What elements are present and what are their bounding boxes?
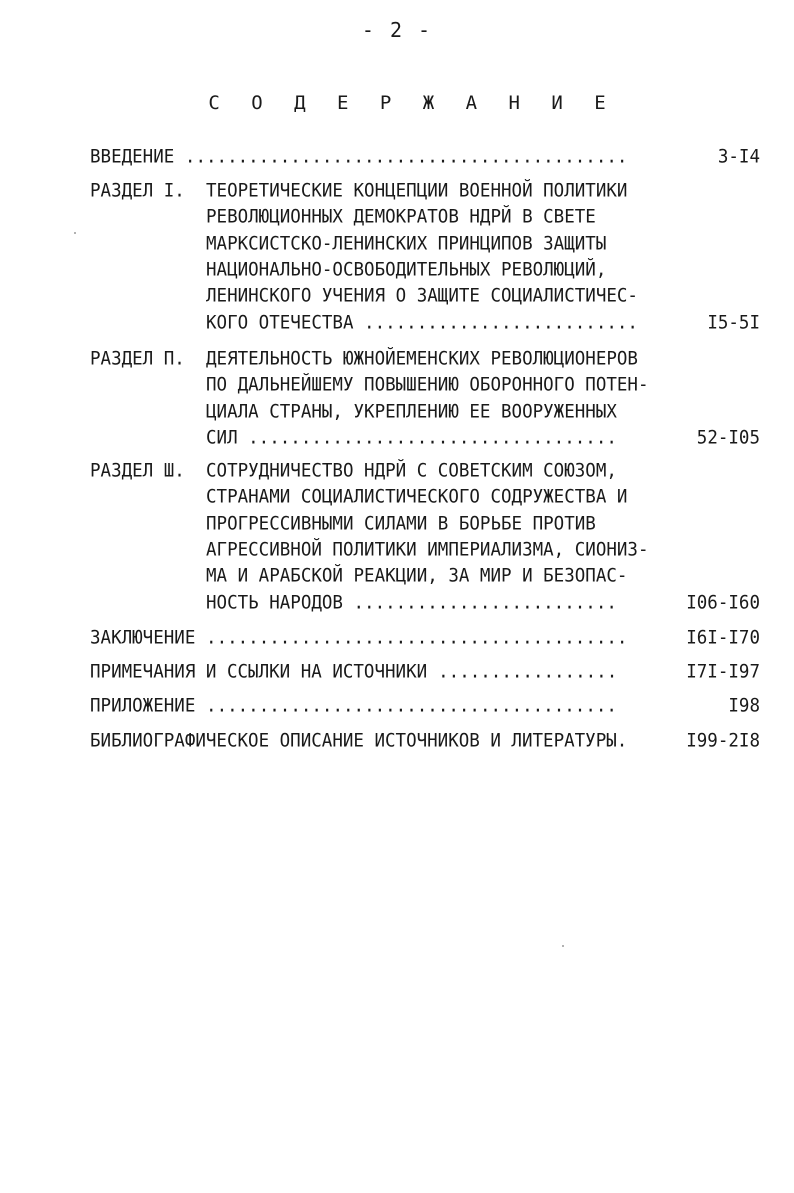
toc-entry-pages: 52-I05: [696, 427, 760, 449]
toc-entry-line: ЛЕНИНСКОГО УЧЕНИЯ О ЗАЩИТЕ СОЦИАЛИСТИЧЕС-: [206, 285, 638, 307]
toc-entry-label: ПРИЛОЖЕНИЕ: [90, 695, 196, 717]
toc-entry-line: ЦИАЛА СТРАНЫ, УКРЕПЛЕНИЮ ЕЕ ВООРУЖЕННЫХ: [206, 400, 617, 423]
toc-entry-pages: I98: [728, 695, 760, 717]
toc-entry-line: РЕВОЛЮЦИОННЫХ ДЕМОКРАТОВ НДРЙ В СВЕТЕ: [206, 206, 596, 229]
contents-heading: С О Д Е Р Ж А Н И Е: [208, 92, 616, 114]
toc-entry-line: ДЕЯТЕЛЬНОСТЬ ЮЖНОЙЕМЕНСКИХ РЕВОЛЮЦИОНЕРОВ: [206, 348, 638, 370]
toc-entry-leader: .......................................: [195, 695, 617, 717]
toc-entry-line: НАЦИОНАЛЬНО-ОСВОБОДИТЕЛЬНЫХ РЕВОЛЮЦИЙ,: [206, 259, 607, 281]
toc-entry-leader: ..........................................: [174, 146, 628, 168]
toc-entry-pages: I06-I60: [686, 591, 760, 614]
toc-entry-line: АГРЕССИВНОЙ ПОЛИТИКИ ИМПЕРИАЛИЗМА, СИОНИЗ-: [206, 539, 649, 561]
toc-entry-leader: .................: [427, 661, 618, 683]
toc-entry-pages: I7I-I97: [686, 661, 760, 683]
toc-entry-line: СИЛ ...................................: [206, 427, 617, 449]
toc-entry-pages: I99-2I8: [686, 730, 760, 752]
toc-entry-pages: 3-I4: [717, 146, 760, 168]
toc-entry-line: СТРАНАМИ СОЦИАЛИСТИЧЕСКОГО СОДРУЖЕСТВА И: [206, 486, 628, 509]
toc-entry-label: БИБЛИОГРАФИЧЕСКОЕ ОПИСАНИЕ ИСТОЧНИКОВ И ЛИТЕРАТУРЫ.: [90, 730, 628, 752]
scan-speck: [74, 232, 76, 234]
toc-entry-leader: ........................................: [195, 627, 628, 649]
toc-entry-label: ЗАКЛЮЧЕНИЕ: [90, 627, 196, 649]
toc-entry-label: ПРИМЕЧАНИЯ И ССЫЛКИ НА ИСТОЧНИКИ: [90, 661, 428, 683]
toc-entry-line: МА И АРАБСКОЙ РЕАКЦИИ, ЗА МИР И БЕЗОПАС-: [206, 565, 628, 587]
toc-entry-line: НОСТЬ НАРОДОВ .........................: [206, 591, 617, 614]
toc-entry-line: СОТРУДНИЧЕСТВО НДРЙ С СОВЕТСКИМ СОЮЗОМ,: [206, 460, 617, 482]
toc-entry-line: КОГО ОТЕЧЕСТВА ..........................: [206, 311, 638, 334]
toc-entry-line: ПО ДАЛЬНЕЙШЕМУ ПОВЫШЕНИЮ ОБОРОННОГО ПОТЕН-: [206, 374, 649, 397]
toc-entry-pages: I6I-I70: [686, 627, 760, 649]
toc-entry-label: ВВЕДЕНИЕ: [90, 146, 175, 168]
toc-entry-line: ПРОГРЕССИВНЫМИ СИЛАМИ В БОРЬБЕ ПРОТИВ: [206, 512, 596, 535]
toc-entry-label: РАЗДЕЛ Ш.: [90, 460, 185, 482]
toc-entry-label: РАЗДЕЛ П.: [90, 348, 185, 370]
scan-speck: [562, 945, 564, 947]
toc-entry-label: РАЗДЕЛ I.: [90, 180, 185, 202]
toc-entry-line: МАРКСИСТСКО-ЛЕНИНСКИХ ПРИНЦИПОВ ЗАЩИТЫ: [206, 232, 607, 255]
toc-entry-line: ТЕОРЕТИЧЕСКИЕ КОНЦЕПЦИИ ВОЕННОЙ ПОЛИТИКИ: [206, 180, 628, 202]
toc-entry-pages: I5-5I: [707, 311, 760, 334]
page-number: - 2 -: [361, 18, 433, 42]
